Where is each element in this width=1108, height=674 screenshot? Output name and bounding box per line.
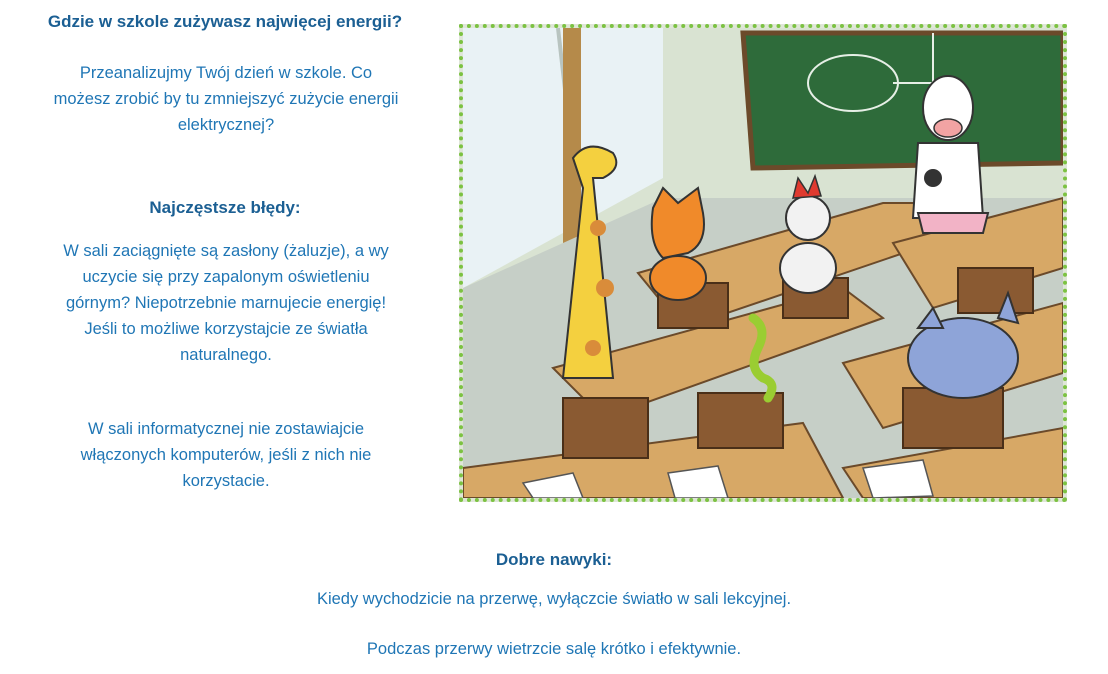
intro-paragraph: [16, 60, 436, 138]
intro-line: elektrycznej?: [177, 116, 275, 134]
mistake-line: korzystacie.: [182, 472, 270, 490]
mistake-paragraph-computers: [16, 416, 436, 494]
classroom-illustration: [459, 24, 1067, 502]
heading-good-habits: Dobre nawyki:: [495, 550, 613, 569]
intro-line: możesz zrobić by tu zmniejszyć zużycie energii: [53, 90, 399, 108]
mistake-line: uczycie się przy zapalonym oświetleniu: [82, 268, 370, 286]
mistake-paragraph-lighting: [16, 238, 436, 368]
heading-energy-usage: Gdzie w szkole zużywasz najwięcej energii?: [47, 12, 403, 31]
heading-common-mistakes: Najczęstsze błędy:: [149, 198, 301, 217]
mistake-line: W sali zaciągnięte są zasłony (żaluzje), a wy: [63, 242, 389, 260]
habit-line-ventilation: Podczas przerwy wietrzcie salę krótko i efektywnie.: [366, 640, 742, 658]
intro-line: Przeanalizujmy Twój dzień w szkole. Co: [79, 64, 373, 82]
classroom-drawing-icon: [463, 28, 1063, 498]
mistake-line: W sali informatycznej nie zostawiajcie: [87, 420, 364, 438]
mistake-line: naturalnego.: [180, 346, 272, 364]
mistake-line: włączonych komputerów, jeśli z nich nie: [80, 446, 372, 464]
habit-line-lights-off: Kiedy wychodzicie na przerwę, wyłączcie światło w sali lekcyjnej.: [316, 590, 792, 608]
mistake-line: górnym? Niepotrzebnie marnujecie energię!: [65, 294, 387, 312]
mistake-line: Jeśli to możliwe korzystajcie ze światła: [84, 320, 368, 338]
